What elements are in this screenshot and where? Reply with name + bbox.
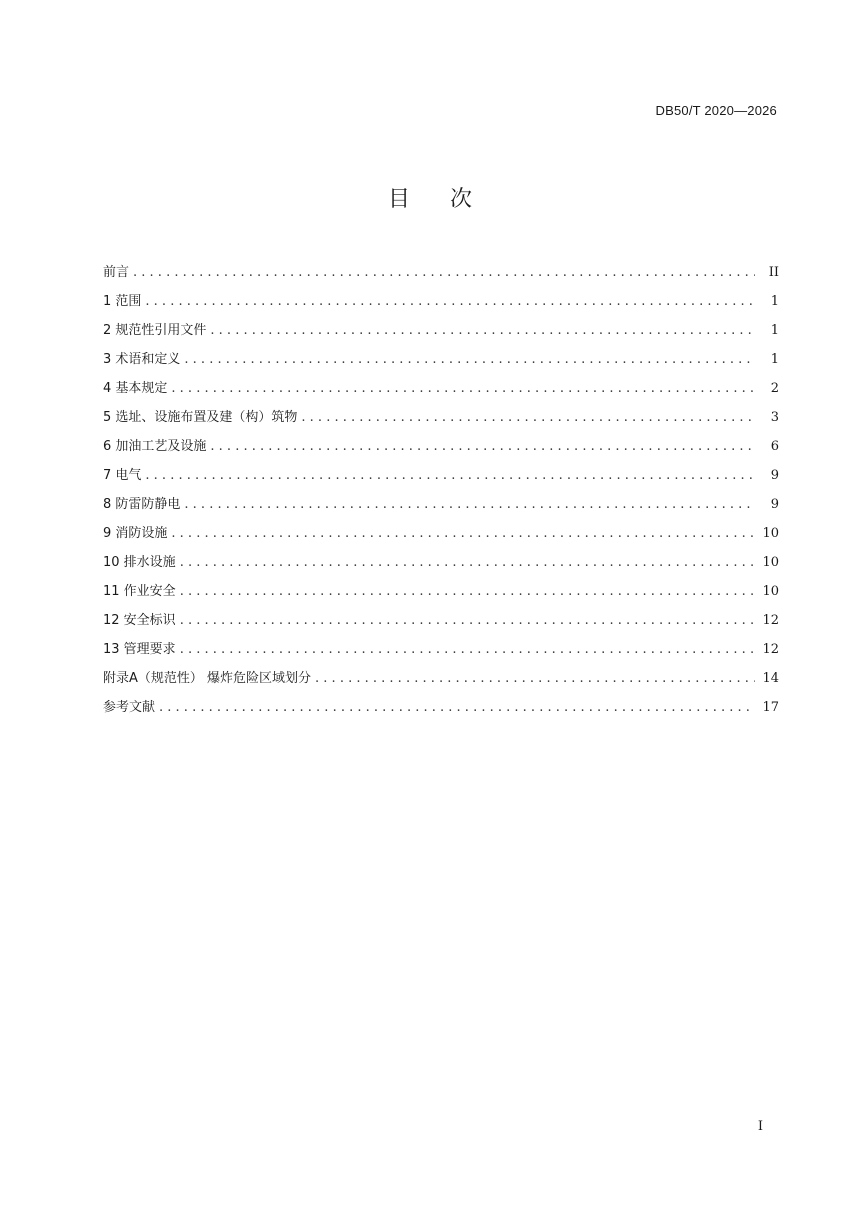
toc-entry-page: 1 bbox=[770, 352, 779, 367]
toc-leader-dots bbox=[180, 584, 755, 599]
toc-entry[interactable] bbox=[103, 638, 779, 667]
toc-entry[interactable] bbox=[103, 609, 779, 638]
toc-entry[interactable] bbox=[103, 522, 779, 551]
toc-entry[interactable] bbox=[103, 435, 779, 464]
toc-entry-label: 参考文献 bbox=[103, 700, 156, 715]
toc-entry[interactable] bbox=[103, 551, 779, 580]
toc-entry-page: 10 bbox=[762, 526, 779, 541]
toc-entry-label: 12 安全标识 bbox=[103, 613, 176, 628]
toc-entry-page: 1 bbox=[770, 294, 779, 309]
toc-entry-page: 14 bbox=[762, 671, 779, 686]
toc-leader-dots bbox=[180, 613, 755, 628]
toc-entry[interactable] bbox=[103, 464, 779, 493]
toc-entry-page: 1 bbox=[770, 323, 779, 338]
table-of-contents bbox=[103, 261, 779, 725]
toc-entry-label: 3 术语和定义 bbox=[103, 352, 181, 367]
toc-entry-label: 7 电气 bbox=[103, 468, 142, 483]
toc-leader-dots bbox=[159, 700, 755, 715]
toc-leader-dots bbox=[180, 555, 755, 570]
toc-entry-label: 前言 bbox=[103, 265, 130, 280]
toc-leader-dots bbox=[210, 439, 755, 454]
toc-leader-dots bbox=[180, 642, 755, 657]
toc-entry-page: 9 bbox=[770, 497, 779, 512]
toc-entry-page: 6 bbox=[770, 439, 779, 454]
toc-entry-page: 10 bbox=[762, 555, 779, 570]
toc-entry-label: 10 排水设施 bbox=[103, 555, 176, 570]
toc-entry-label: 11 作业安全 bbox=[103, 584, 176, 599]
toc-entry[interactable] bbox=[103, 667, 779, 696]
toc-entry-label: 9 消防设施 bbox=[103, 526, 168, 541]
toc-entry-page: 3 bbox=[770, 410, 779, 425]
toc-leader-dots bbox=[171, 526, 755, 541]
toc-entry-label: 1 范围 bbox=[103, 294, 142, 309]
toc-entry-label: 6 加油工艺及设施 bbox=[103, 439, 207, 454]
toc-entry[interactable] bbox=[103, 580, 779, 609]
toc-entry-page: 2 bbox=[770, 381, 779, 396]
toc-leader-dots bbox=[145, 294, 755, 309]
toc-entry-label: 附录A（规范性） 爆炸危险区域划分 bbox=[103, 671, 312, 686]
toc-leader-dots bbox=[133, 265, 755, 280]
toc-entry-label: 13 管理要求 bbox=[103, 642, 176, 657]
page-number: I bbox=[757, 1119, 763, 1134]
toc-entry-label: 8 防雷防静电 bbox=[103, 497, 181, 512]
toc-entry-page: 17 bbox=[762, 700, 779, 715]
toc-entry-page: 12 bbox=[762, 642, 779, 657]
page-title: 目次 bbox=[387, 187, 512, 212]
toc-entry[interactable] bbox=[103, 696, 779, 725]
toc-entry-page: 12 bbox=[762, 613, 779, 628]
toc-entry-page: 9 bbox=[770, 468, 779, 483]
toc-entry[interactable] bbox=[103, 319, 779, 348]
toc-entry[interactable] bbox=[103, 377, 779, 406]
toc-leader-dots bbox=[301, 410, 755, 425]
toc-entry[interactable] bbox=[103, 493, 779, 522]
toc-entry[interactable] bbox=[103, 406, 779, 435]
toc-entry-label: 2 规范性引用文件 bbox=[103, 323, 207, 338]
toc-entry-label: 5 选址、设施布置及建（构）筑物 bbox=[103, 410, 298, 425]
toc-leader-dots bbox=[184, 352, 755, 367]
toc-leader-dots bbox=[171, 381, 755, 396]
toc-entry-page: 10 bbox=[762, 584, 779, 599]
document-code: DB50/T 2020—2026 bbox=[655, 103, 777, 118]
toc-leader-dots bbox=[184, 497, 755, 512]
toc-entry[interactable] bbox=[103, 261, 779, 290]
toc-entry[interactable] bbox=[103, 290, 779, 319]
toc-entry[interactable] bbox=[103, 348, 779, 377]
toc-leader-dots bbox=[145, 468, 755, 483]
toc-entry-label: 4 基本规定 bbox=[103, 381, 168, 396]
toc-leader-dots bbox=[315, 671, 755, 686]
toc-entry-page: II bbox=[768, 265, 779, 280]
toc-leader-dots bbox=[210, 323, 755, 338]
